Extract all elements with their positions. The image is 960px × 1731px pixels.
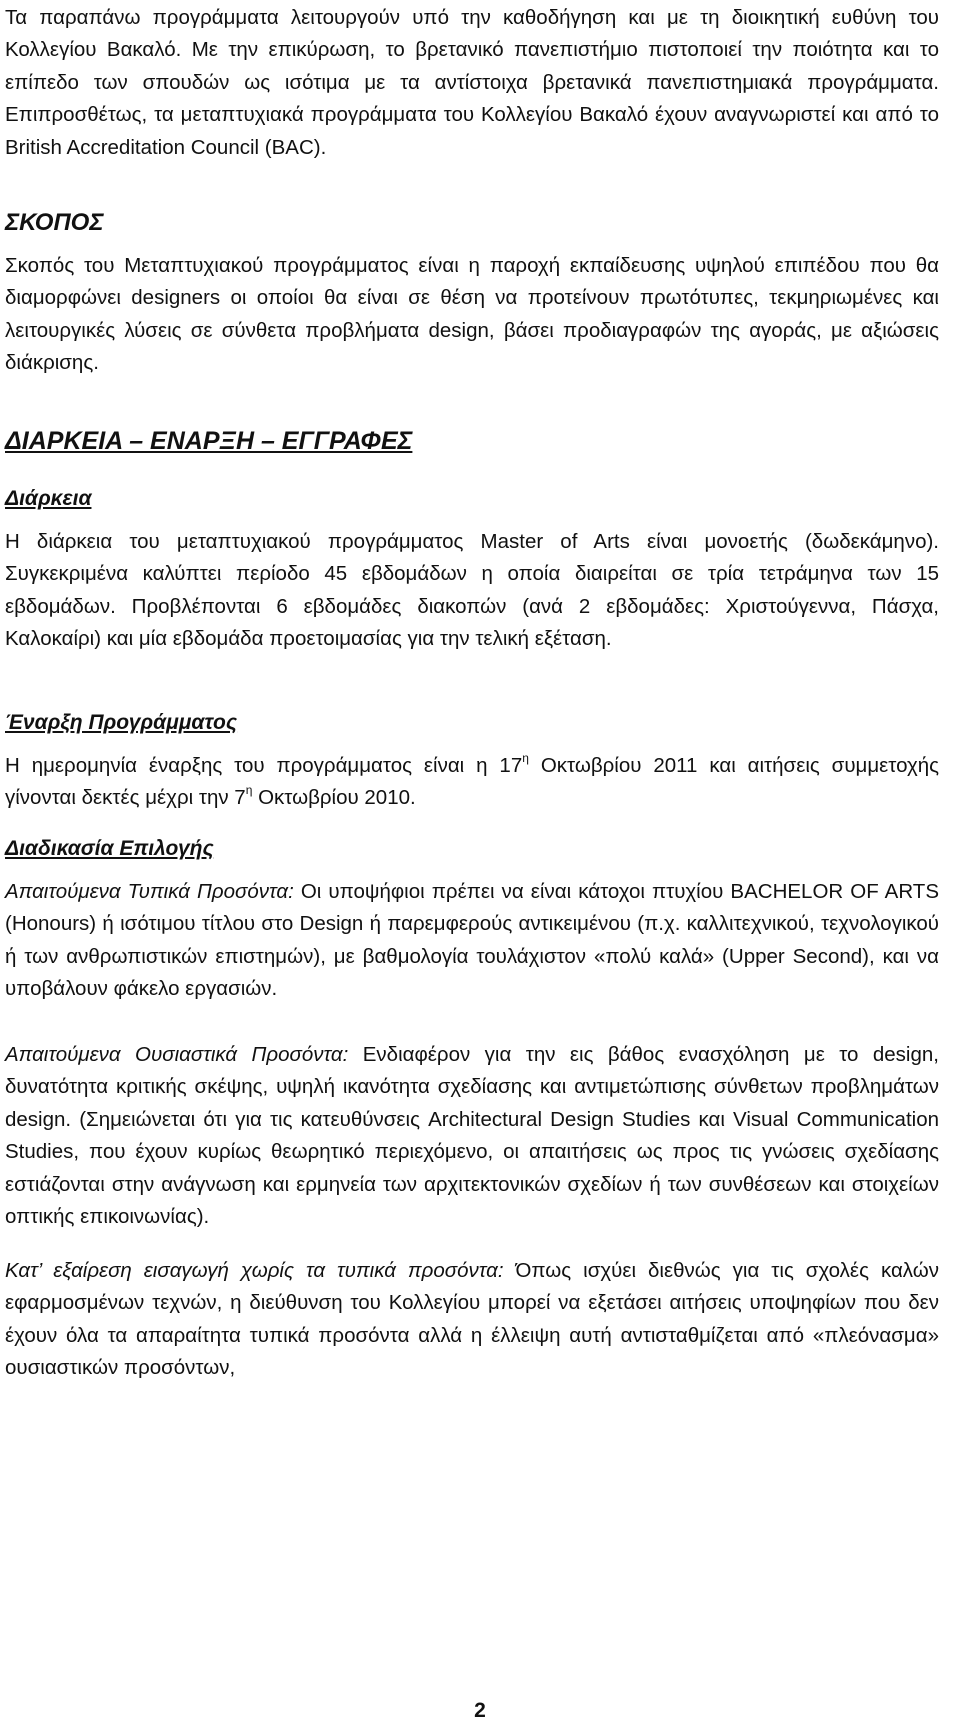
duration-paragraph: Η διάρκεια του μεταπτυχιακού προγράμματος Master of Arts είναι μονοετής (δωδεκάμηνο). Συγκεκριμένα καλύπτει περίοδο 45 εβδομάδων η οποία διαιρείται σε τρία τετράμηνα των 15 εβδομάδων. Προβλέπονται 6 εβδομάδες διακοπών (ανά 2 εβδομάδες: Χριστούγεννα, Πάσχα, Καλοκαίρι) και μία εβδομάδα προετοιμασίας για την τελική εξέταση.: [5, 530, 939, 651]
start-text-part-3: Οκτωβρίου 2010.: [252, 786, 416, 810]
substantive-qualifications-paragraph: [5, 1039, 939, 1233]
formal-qualifications-label: Απαιτούμενα Τυπικά Προσόντα:: [5, 880, 294, 903]
formal-qualifications-text: Οι υποψήφιοι πρέπει να είναι κάτοχοι πτυχίου BACHELOR OF ARTS (Honours) ή ισότιμου τίτλου στο Design ή παρεμφερούς αντικειμένου (π.χ. καλλιτεχνικού, τεχνολογικού ή των ανθρωπιστικών επιστημών), με βαθμολογία τουλάχιστον «πολύ καλά» (Upper Second), και να υποβάλουν φάκελο εργασιών.: [5, 880, 939, 1001]
exception-paragraph: [5, 1255, 939, 1385]
page-number: 2: [474, 1699, 486, 1722]
start-text-part-2: Οκτωβρίου 2011 και αιτήσεις συμμετοχής γίνονται δεκτές μέχρι την 7: [5, 754, 939, 810]
start-heading: Έναρξη Προγράμματος: [5, 711, 238, 734]
start-ordinal-1: η: [522, 751, 529, 765]
start-text-part-1: Η ημερομηνία έναρξης του προγράμματος είναι η 17: [5, 754, 523, 777]
intro-paragraph: Τα παραπάνω προγράμματα λειτουργούν υπό την καθοδήγηση και με τη διοικητική ευθύνη του Κολλεγίου Βακαλό. Με την επικύρωση, το βρετανικό πανεπιστήμιο πιστοποιεί την ποιότητα και το επίπεδο των σπουδών ως ισότιμα με τα αντίστοιχα βρετανικά πανεπιστημιακά προγράμματα. Επιπροσθέτως, τα μεταπτυχιακά προγράμματα του Κολλεγίου Βακαλό έχουν αναγνωριστεί και από το British Accreditation Council (BAC).: [5, 6, 939, 159]
exception-label: Κατ’ εξαίρεση εισαγωγή χωρίς τα τυπικά προσόντα:: [5, 1259, 504, 1282]
start-ordinal-2: η: [245, 783, 253, 798]
exception-text: Όπως ισχύει διεθνώς για τις σχολές καλών εφαρμοσμένων τεχνών, η διεύθυνση του Κολλεγίου μπορεί να εξετάσει αιτήσεις υποψηφίων που δεν έχουν όλα τα απαραίτητα τυπικά προσόντα αλλά η έλλειψη αυτή αντισταθμίζεται από «πλεόνασμα» ουσιαστικών προσόντων,: [5, 1259, 939, 1380]
substantive-qualifications-label: Απαιτούμενα Ουσιαστικά Προσόντα:: [5, 1043, 349, 1066]
section-heading: ΔΙΑΡΚΕΙΑ – ΕΝΑΡΞΗ – ΕΓΓΡΑΦΕΣ: [5, 427, 413, 455]
purpose-heading: ΣΚΟΠΟΣ: [5, 209, 104, 236]
start-paragraph: [5, 750, 939, 815]
purpose-paragraph: Σκοπός του Μεταπτυχιακού προγράμματος είναι η παροχή εκπαίδευσης υψηλού επιπέδου που θα διαμορφώνει designers οι οποίοι θα είναι σε θέση να προτείνουν πρωτότυπες, τεκμηριωμένες και λειτουργικές λύσεις σε σύνθετα προβλήματα design, βάσει προδιαγραφών της αγοράς, με αξιώσεις διάκρισης.: [5, 254, 939, 375]
substantive-qualifications-text: Ενδιαφέρον για την εις βάθος ενασχόληση με το design, δυνατότητα κριτικής σκέψης, υψηλή ικανότητα σχεδίασης και αντιμετώπισης σύνθετων προβλημάτων design. (Σημειώνεται ότι για τις κατευθύνσεις Architectural Design Studies και Visual Communication Studies, που έχουν κυρίως θεωρητικό περιεχόμενο, οι απαιτήσεις ως προς τις γνώσεις σχεδίασης εστιάζονται στην ανάγνωση και ερμηνεία των αρχιτεκτονικών σχεδίων ή των συνθέσεων και στοιχείων οπτικής επικοινωνίας).: [5, 1043, 939, 1229]
duration-heading: Διάρκεια: [5, 487, 92, 510]
formal-qualifications-paragraph: [5, 876, 939, 1006]
selection-heading: Διαδικασία Επιλογής: [5, 837, 214, 860]
